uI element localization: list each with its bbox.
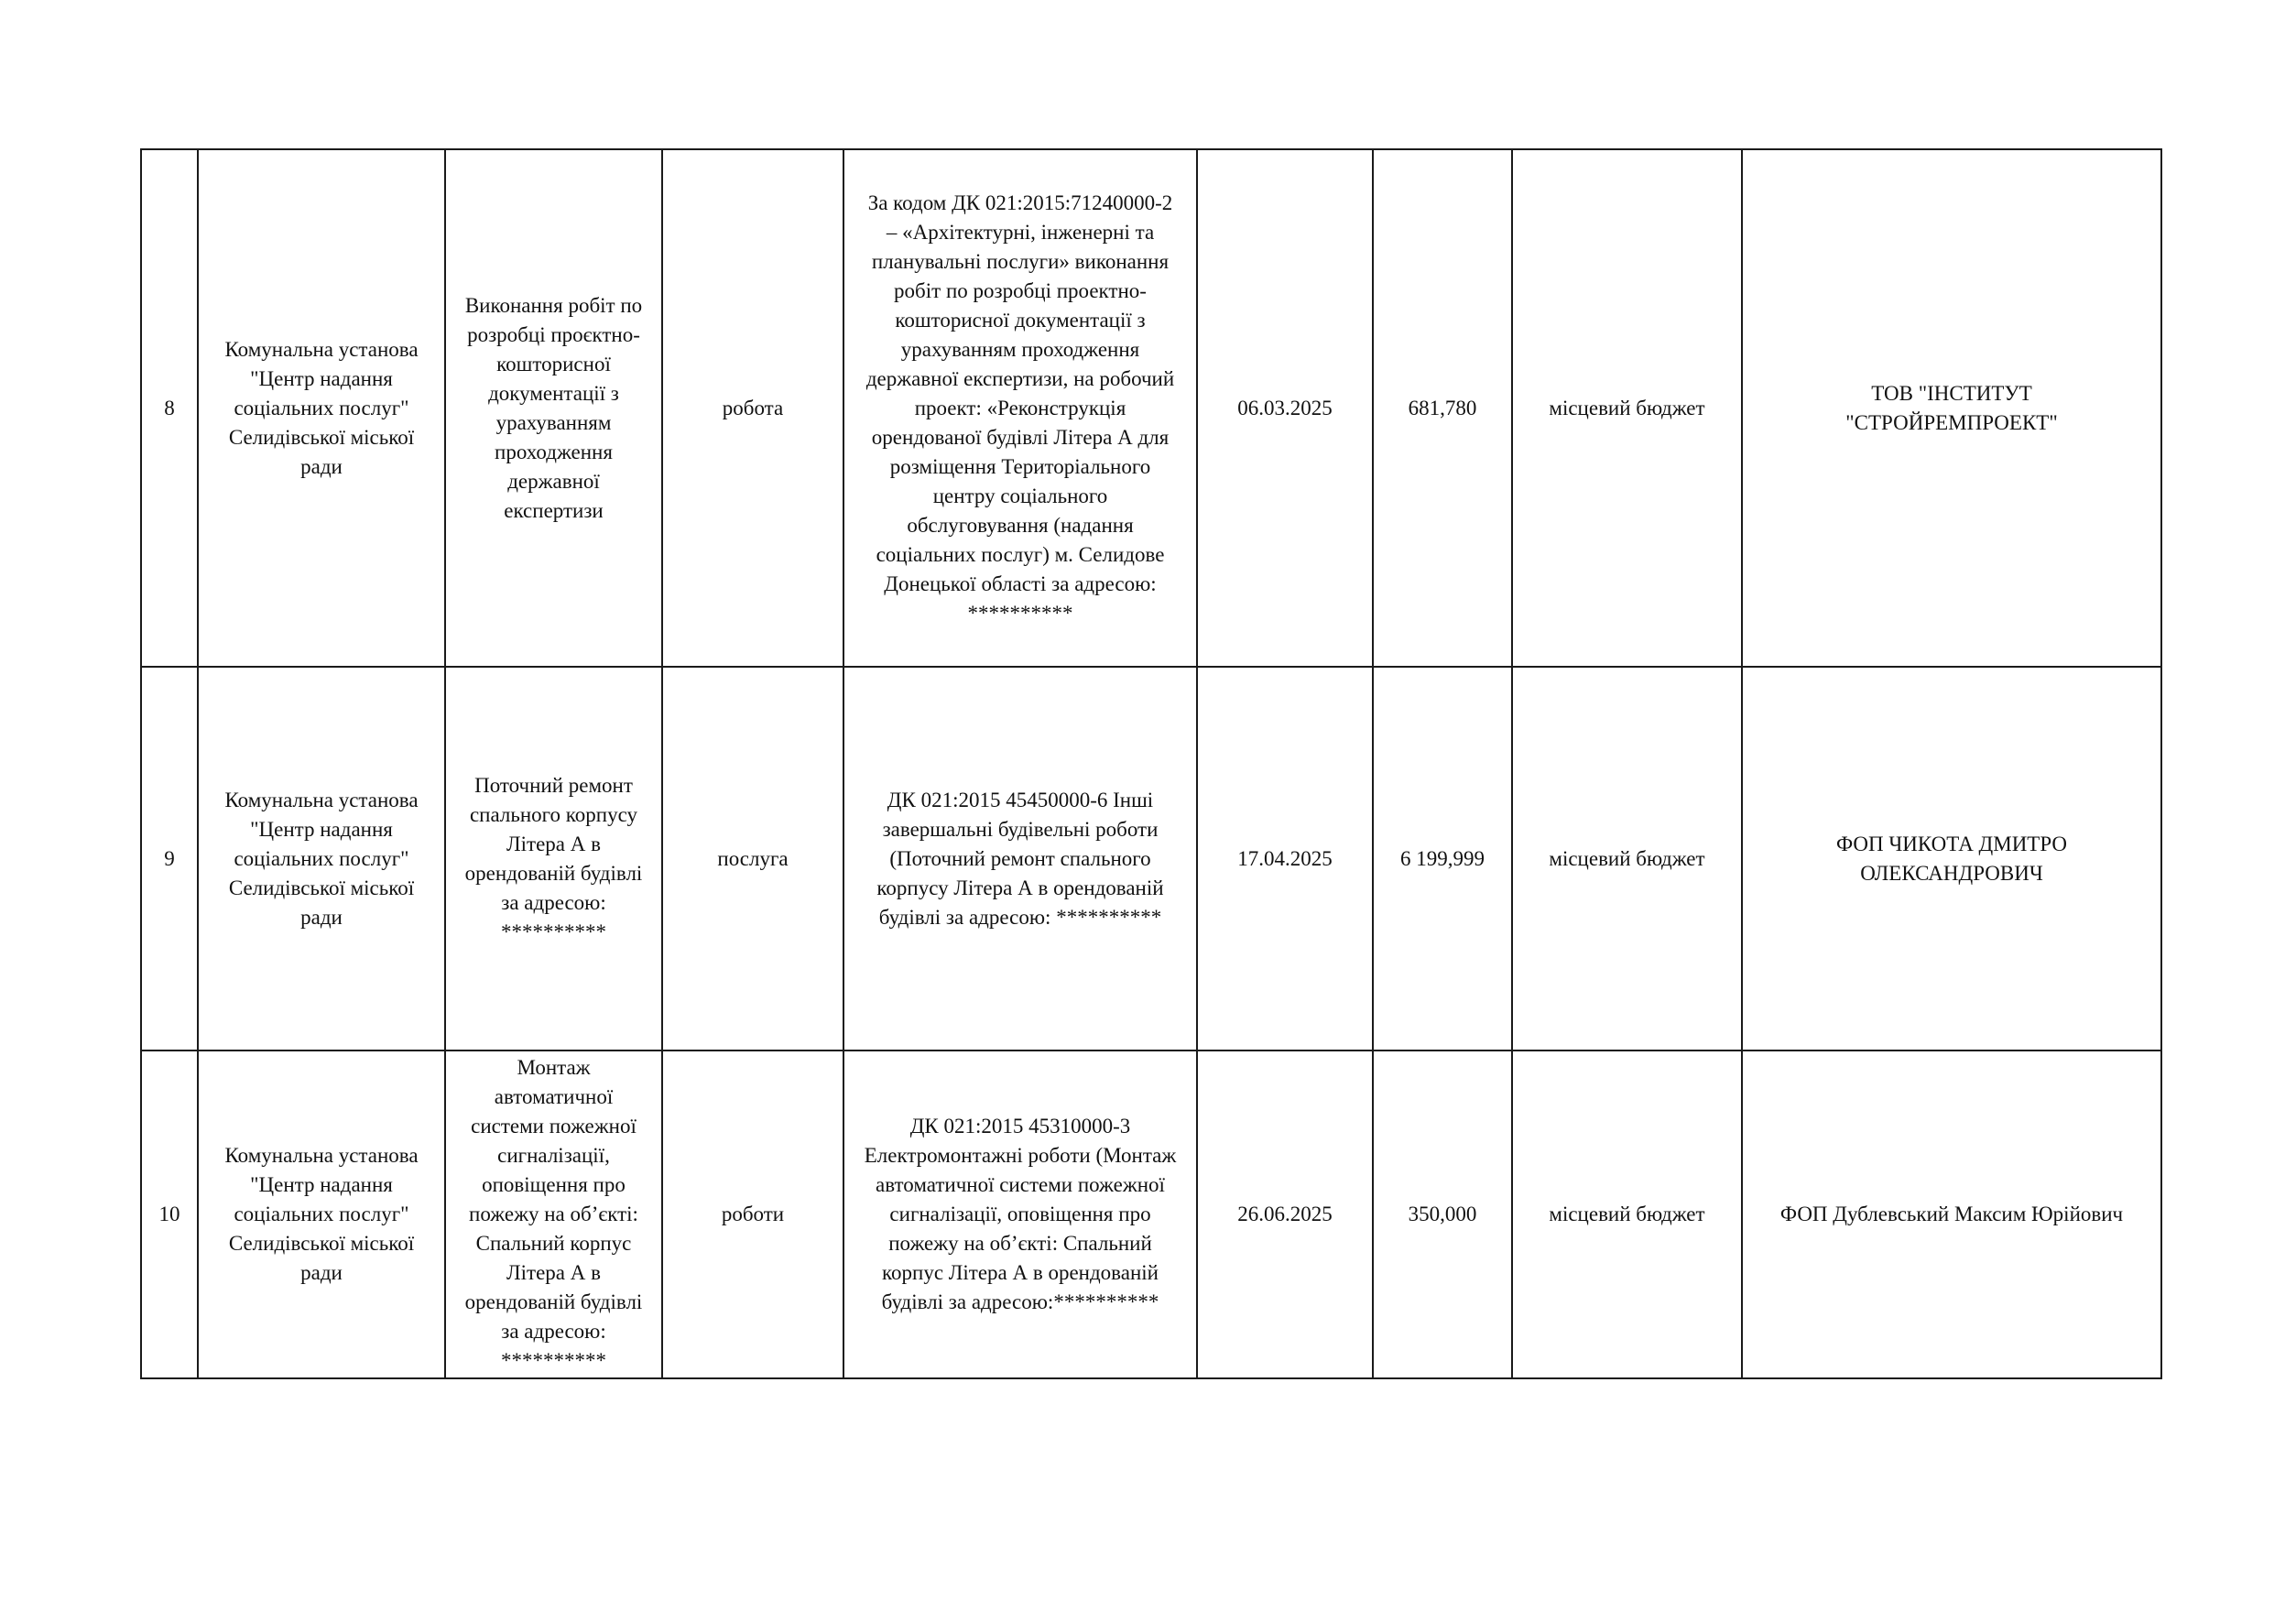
- contractor-cell: ФОП ЧИКОТА ДМИТРО ОЛЕКСАНДРОВИЧ: [1742, 667, 2161, 1050]
- funding-source-cell: місцевий бюджет: [1512, 667, 1742, 1050]
- customer-cell: Комунальна установа "Центр надання соціальних послуг" Селидівської міської ради: [198, 667, 445, 1050]
- procurement-subject-cell: Монтаж автоматичної системи пожежної сигналізації, оповіщення про пожежу на об’єкті: Спальний корпус Літера А в орендованій будівлі за адресою: **********: [445, 1050, 662, 1378]
- contract-date-cell: 17.04.2025: [1197, 667, 1373, 1050]
- classifier-code-cell: За кодом ДК 021:2015:71240000-2 – «Архітектурні, інженерні та планувальні послуги» виконання робіт по розробці проектно- кошторисної документації з урахуванням проходження державної експертизи, на робочий проект: «Реконструкція орендованої будівлі Літера А для розміщення Територіального центру соціального обслуговування (надання соціальних послуг) м. Селидове Донецької області за адресою: **********: [843, 149, 1197, 667]
- contract-amount-cell: 6 199,999: [1373, 667, 1512, 1050]
- classifier-code-cell: ДК 021:2015 45450000-6 Інші завершальні будівельні роботи (Поточний ремонт спального корпусу Літера А в орендованій будівлі за адресою: **********: [843, 667, 1197, 1050]
- row-number-cell: 10: [141, 1050, 198, 1378]
- row-number-cell: 9: [141, 667, 198, 1050]
- contract-date-cell: 06.03.2025: [1197, 149, 1373, 667]
- funding-source-cell: місцевий бюджет: [1512, 149, 1742, 667]
- procurement-subject-cell: Поточний ремонт спального корпусу Літера А в орендованій будівлі за адресою: **********: [445, 667, 662, 1050]
- contractor-cell: ФОП Дублевський Максим Юрійович: [1742, 1050, 2161, 1378]
- table-row: [141, 149, 2161, 667]
- row-number-cell: 8: [141, 149, 198, 667]
- procurement-table: [140, 148, 2162, 1379]
- contractor-cell: ТОВ "ІНСТИТУТ "СТРОЙРЕМПРОЕКТ": [1742, 149, 2161, 667]
- classifier-code-cell: ДК 021:2015 45310000-3 Електромонтажні роботи (Монтаж автоматичної системи пожежної сигналізації, оповіщення про пожежу на об’єкті: Спальний корпус Літера А в орендованій будівлі за адресою:**********: [843, 1050, 1197, 1378]
- procurement-subject-cell: Виконання робіт по розробці проєктно- кошторисної документації з урахуванням проходження державної експертизи: [445, 149, 662, 667]
- table-row: [141, 1050, 2161, 1378]
- contract-amount-cell: 350,000: [1373, 1050, 1512, 1378]
- contract-date-cell: 26.06.2025: [1197, 1050, 1373, 1378]
- customer-cell: Комунальна установа "Центр надання соціальних послуг" Селидівської міської ради: [198, 1050, 445, 1378]
- customer-cell: Комунальна установа "Центр надання соціальних послуг" Селидівської міської ради: [198, 149, 445, 667]
- funding-source-cell: місцевий бюджет: [1512, 1050, 1742, 1378]
- procurement-type-cell: робота: [662, 149, 843, 667]
- procurement-type-cell: послуга: [662, 667, 843, 1050]
- table-row: [141, 667, 2161, 1050]
- procurement-type-cell: роботи: [662, 1050, 843, 1378]
- contract-amount-cell: 681,780: [1373, 149, 1512, 667]
